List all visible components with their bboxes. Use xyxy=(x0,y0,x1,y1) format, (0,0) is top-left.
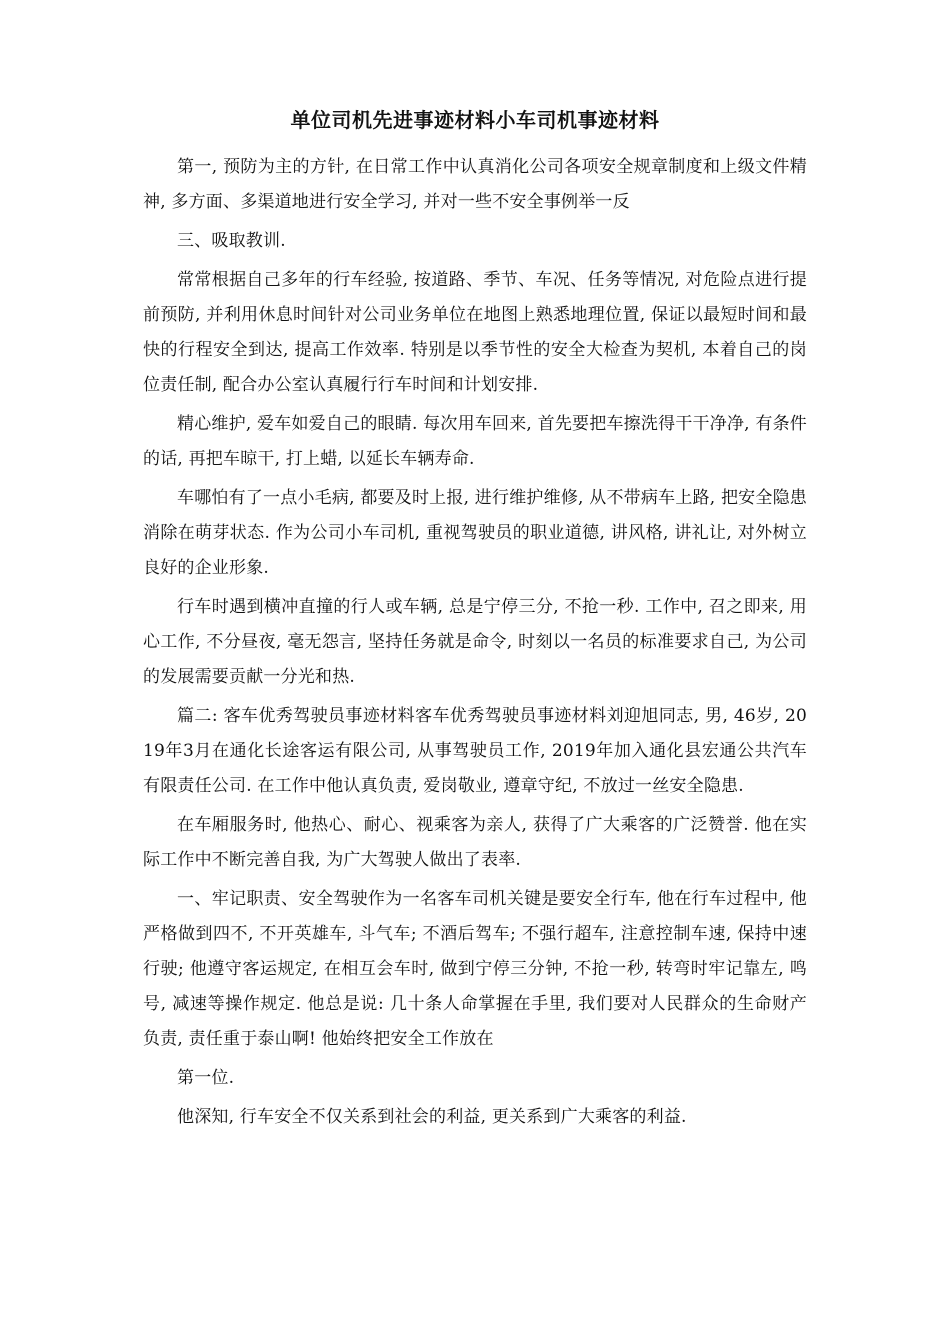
paragraph: 他深知, 行车安全不仅关系到社会的利益, 更关系到广大乘客的利益. xyxy=(177,1107,687,1127)
paragraph: 第一位. xyxy=(177,1068,235,1088)
paragraph: 在车厢服务时, 他热心、耐心、视乘客为亲人, 获得了广大乘客的广泛赞誉. 他在实际工作中不断完善自我, 为广大驾驶人做出了表率. xyxy=(143,815,807,870)
paragraph: 篇二: 客车优秀驾驶员事迹材料客车优秀驾驶员事迹材料刘迎旭同志, 男, 46岁, 2019年3月在通化长途客运有限公司, 从事驾驶员工作, 2019年加入通化县宏通公共汽车有限责任公司. 在工作中他认真负责, 爱岗敬业, 遵章守纪, 不放过一丝安全隐患. xyxy=(143,706,807,796)
document-body xyxy=(143,150,807,1139)
paragraph: 三、吸取教训. xyxy=(177,231,286,251)
paragraph: 精心维护, 爱车如爱自己的眼睛. 每次用车回来, 首先要把车擦洗得干干净净, 有条件的话, 再把车晾干, 打上蜡, 以延长车辆寿命. xyxy=(143,414,807,469)
paragraph: 车哪怕有了一点小毛病, 都要及时上报, 进行维护维修, 从不带病车上路, 把安全隐患消除在萌芽状态. 作为公司小车司机, 重视驾驶员的职业道德, 讲风格, 讲礼让, 对外树立良好的企业形象. xyxy=(143,488,807,578)
paragraph: 常常根据自己多年的行车经验, 按道路、季节、车况、任务等情况, 对危险点进行提前预防, 并利用休息时间针对公司业务单位在地图上熟悉地理位置, 保证以最短时间和最快的行程安全到达, 提高工作效率. 特别是以季节性的安全大检查为契机, 本着自己的岗位责任制, 配合办公室认真履行行车时间和计划安排. xyxy=(143,270,807,395)
document-title: 单位司机先进事迹材料小车司机事迹材料 xyxy=(290,108,660,132)
paragraph: 第一, 预防为主的方针, 在日常工作中认真消化公司各项安全规章制度和上级文件精神, 多方面、多渠道地进行安全学习, 并对一些不安全事例举一反 xyxy=(143,157,807,212)
paragraph: 行车时遇到横冲直撞的行人或车辆, 总是宁停三分, 不抢一秒. 工作中, 召之即来, 用心工作, 不分昼夜, 毫无怨言, 坚持任务就是命令, 时刻以一名员的标准要求自己, 为公司的发展需要贡献一分光和热. xyxy=(143,597,807,687)
paragraph: 一、牢记职责、安全驾驶作为一名客车司机关键是要安全行车, 他在行车过程中, 他严格做到四不, 不开英雄车, 斗气车; 不酒后驾车; 不强行超车, 注意控制车速, 保持中速行驶; 他遵守客运规定, 在相互会车时, 做到宁停三分钟, 不抢一秒, 转弯时牢记靠左, 鸣号, 减速等操作规定. 他总是说: 几十条人命掌握在手里, 我们要对人民群众的生命财产负责, 责任重于泰山啊! 他始终把安全工作放在 xyxy=(143,889,807,1049)
